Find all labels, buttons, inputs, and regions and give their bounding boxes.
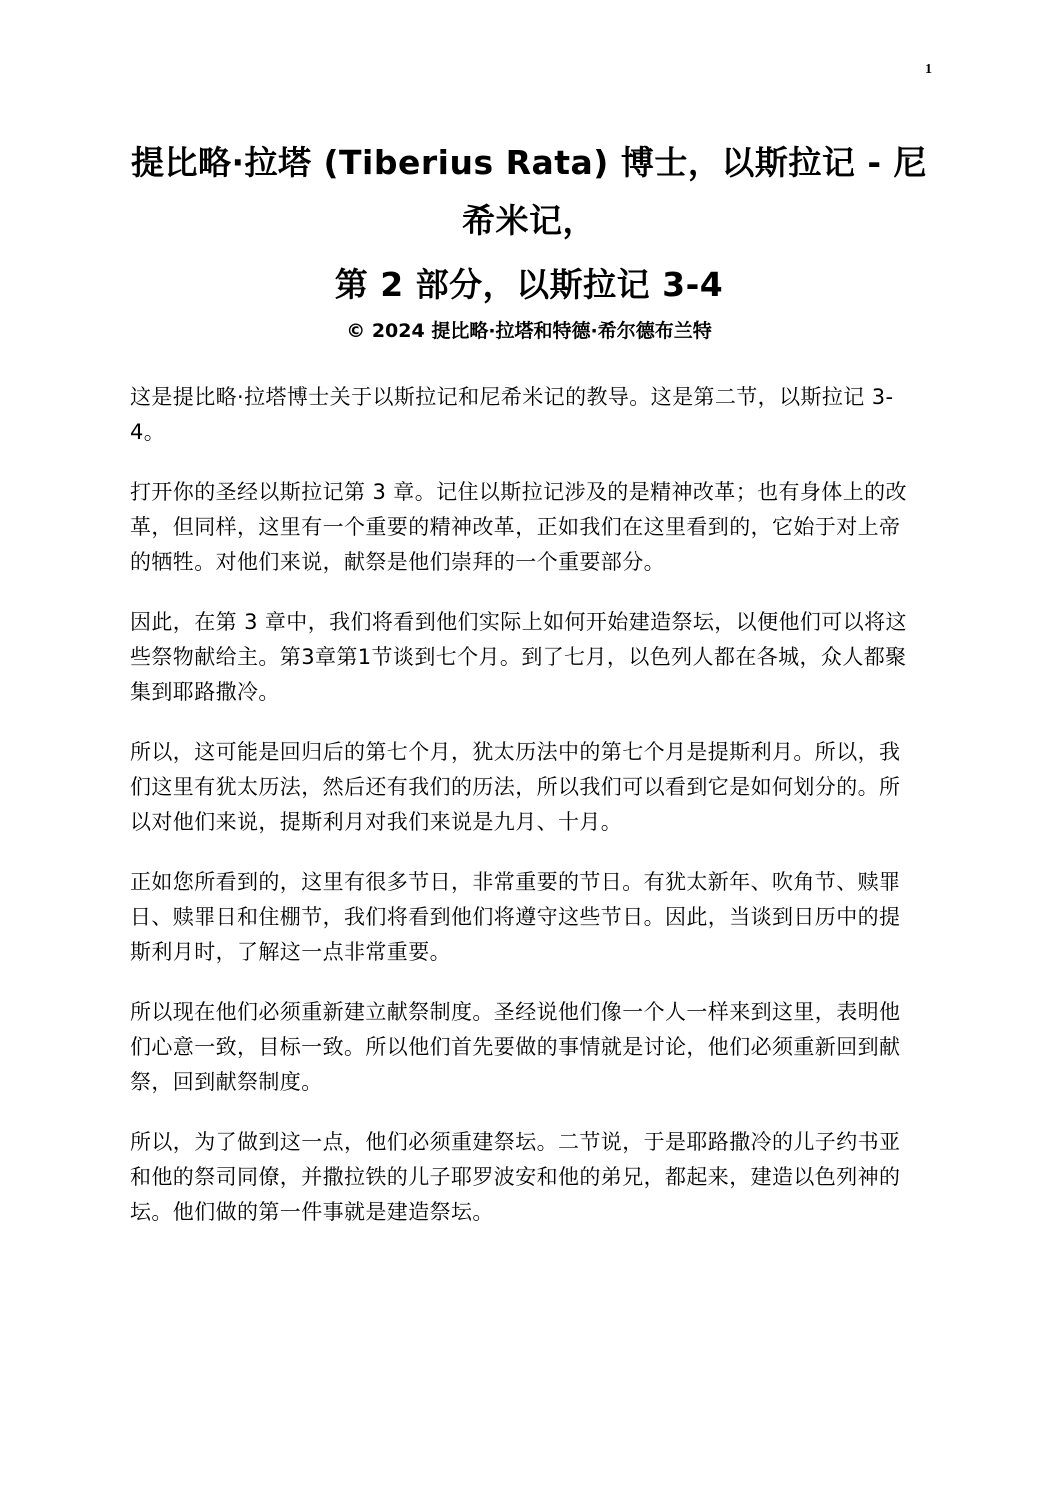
copyright-notice: © 2024 提比略·拉塔和特德·希尔德布兰特 — [346, 320, 712, 342]
paragraph: 正如您所看到的，这里有很多节日，非常重要的节日。有犹太新年、吹角节、赎罪日、赎罪日和住棚节，我们将看到他们将遵守这些节日。因此，当谈到日历中的提斯利月时，了解这一点非常重要。 — [130, 870, 901, 964]
paragraph: 因此，在第 3 章中，我们将看到他们实际上如何开始建造祭坛，以便他们可以将这些祭物献给主。第3章第1节谈到七个月。到了七月，以色列人都在各城，众人都聚集到耶路撒冷。 — [130, 610, 907, 704]
document-body — [130, 380, 920, 1255]
page-number: 1 — [925, 62, 932, 77]
paragraph: 打开你的圣经以斯拉记第 3 章。记住以斯拉记涉及的是精神改革；也有身体上的改革，但同样，这里有一个重要的精神改革，正如我们在这里看到的，它始于对上帝的牺牲。对他们来说，献祭是他们崇拜的一个重要部分。 — [130, 480, 907, 574]
document-title: 提比略·拉塔 (Tiberius Rata) 博士，以斯拉记 - 尼希米记， — [130, 143, 928, 240]
document-header — [130, 134, 928, 346]
paragraph: 所以，为了做到这一点，他们必须重建祭坛。二节说，于是耶路撒冷的儿子约书亚和他的祭司同僚，并撒拉铁的儿子耶罗波安和他的弟兄，都起来，建造以色列神的坛。他们做的第一件事就是建造祭坛。 — [130, 1130, 901, 1224]
paragraph: 所以，这可能是回归后的第七个月，犹太历法中的第七个月是提斯利月。所以，我们这里有犹太历法，然后还有我们的历法，所以我们可以看到它是如何划分的。所以对他们来说，提斯利月对我们来说是九月、十月。 — [130, 740, 901, 834]
document-subtitle: 第 2 部分，以斯拉记 3-4 — [334, 265, 724, 304]
paragraph: 所以现在他们必须重新建立献祭制度。圣经说他们像一个人一样来到这里，表明他们心意一致，目标一致。所以他们首先要做的事情就是讨论，他们必须重新回到献祭，回到献祭制度。 — [130, 1000, 901, 1094]
paragraph: 这是提比略·拉塔博士关于以斯拉记和尼希米记的教导。这是第二节，以斯拉记 3-4。 — [130, 385, 894, 444]
